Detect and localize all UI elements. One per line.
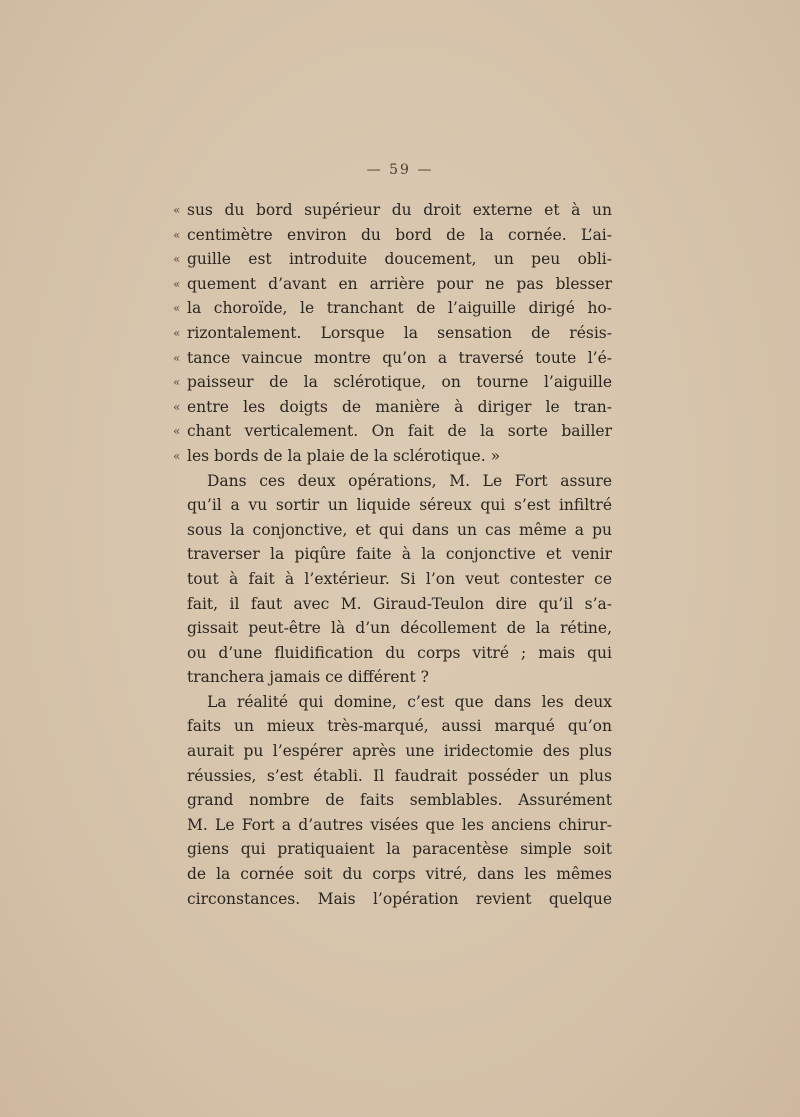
quote-mark: « <box>173 424 181 439</box>
text-line <box>187 837 612 862</box>
text-line <box>173 198 612 223</box>
text-line <box>187 764 612 789</box>
line-text: fait, il faut avec M. Giraud-Teulon dire qu’il s’a- <box>187 594 612 613</box>
text-line <box>187 592 612 617</box>
text-line <box>187 493 612 518</box>
line-text: rizontalement. Lorsque la sensation de résis- <box>187 323 612 342</box>
page-number: — 59 — <box>366 162 434 178</box>
text-line <box>173 444 612 469</box>
line-text: aurait pu l’espérer après une iridectomie des plus <box>187 742 612 761</box>
text-line <box>187 714 612 739</box>
text-line <box>173 395 612 420</box>
quote-mark: « <box>173 325 181 340</box>
text-line <box>187 567 612 592</box>
quote-mark: « <box>173 276 181 291</box>
line-text: La réalité qui domine, c’est que dans les deux <box>207 692 612 711</box>
text-line <box>187 887 612 912</box>
line-text: centimètre environ du bord de la cornée. L’ai- <box>187 225 612 244</box>
quote-mark: « <box>173 448 181 463</box>
line-text: ou d’une fluidification du corps vitré ; mais qui <box>187 643 612 662</box>
text-line <box>173 370 612 395</box>
line-text: qu’il a vu sortir un liquide séreux qui s’est infiltré <box>187 496 612 515</box>
text-line <box>173 296 612 321</box>
text-line <box>173 223 612 248</box>
line-text: les bords de la plaie de la sclérotique. » <box>187 446 501 465</box>
quote-mark: « <box>173 203 181 217</box>
line-text: faits un mieux très-marqué, aussi marqué qu’on <box>187 717 612 736</box>
text-line <box>187 690 612 715</box>
quote-mark: « <box>173 227 181 242</box>
text-line <box>187 518 612 543</box>
text-line <box>173 321 612 346</box>
text-line <box>173 346 612 371</box>
quote-mark: « <box>173 375 181 390</box>
line-text: Dans ces deux opérations, M. Le Fort assure <box>207 471 612 490</box>
text-line <box>173 247 612 272</box>
line-text: circonstances. Mais l’opération revient quelque <box>187 889 612 908</box>
text-line <box>187 739 612 764</box>
line-text: entre les doigts de manière à diriger le tran- <box>187 397 612 416</box>
line-text: tranchera jamais ce différent ? <box>187 668 429 687</box>
line-text: tance vaincue montre qu’on a traversé toute l’é- <box>187 348 612 367</box>
text-line <box>187 616 612 641</box>
line-text: giens qui pratiquaient la paracentèse simple soit <box>187 840 612 859</box>
text-line <box>187 641 612 666</box>
text-line <box>173 419 612 444</box>
quote-mark: « <box>173 399 181 414</box>
text-line <box>187 469 612 494</box>
line-text: quement d’avant en arrière pour ne pas blesser <box>187 274 612 293</box>
line-text: de la cornée soit du corps vitré, dans les mêmes <box>187 865 612 884</box>
line-text: chant verticalement. On fait de la sorte bailler <box>187 422 612 441</box>
line-text: traverser la piqûre faite à la conjonctive et venir <box>187 545 612 564</box>
line-text: sus du bord supérieur du droit externe et à un <box>187 201 612 219</box>
line-text: guille est introduite doucement, un peu obli- <box>187 250 612 269</box>
quote-mark: « <box>173 301 181 316</box>
line-text: paisseur de la sclérotique, on tourne l’aiguille <box>187 373 612 392</box>
quote-mark: « <box>173 252 181 267</box>
line-text: la choroïde, le tranchant de l’aiguille dirigé ho- <box>187 299 612 318</box>
line-text: grand nombre de faits semblables. Assurément <box>187 791 612 810</box>
text-line <box>187 788 612 813</box>
line-text: tout à fait à l’extérieur. Si l’on veut contester ce <box>187 569 612 588</box>
text-line <box>173 272 612 297</box>
text-line <box>187 542 612 567</box>
body-text <box>173 198 612 911</box>
line-text: réussies, s’est établi. Il faudrait posséder un plus <box>187 766 612 785</box>
line-text: sous la conjonctive, et qui dans un cas même a pu <box>187 520 612 539</box>
text-line <box>187 862 612 887</box>
quote-mark: « <box>173 350 181 365</box>
text-line <box>187 665 612 690</box>
line-text: gissait peut-être là d’un décollement de la rétine, <box>187 619 612 638</box>
line-text: M. Le Fort a d’autres visées que les anciens chirur- <box>187 815 612 834</box>
text-line <box>187 813 612 838</box>
